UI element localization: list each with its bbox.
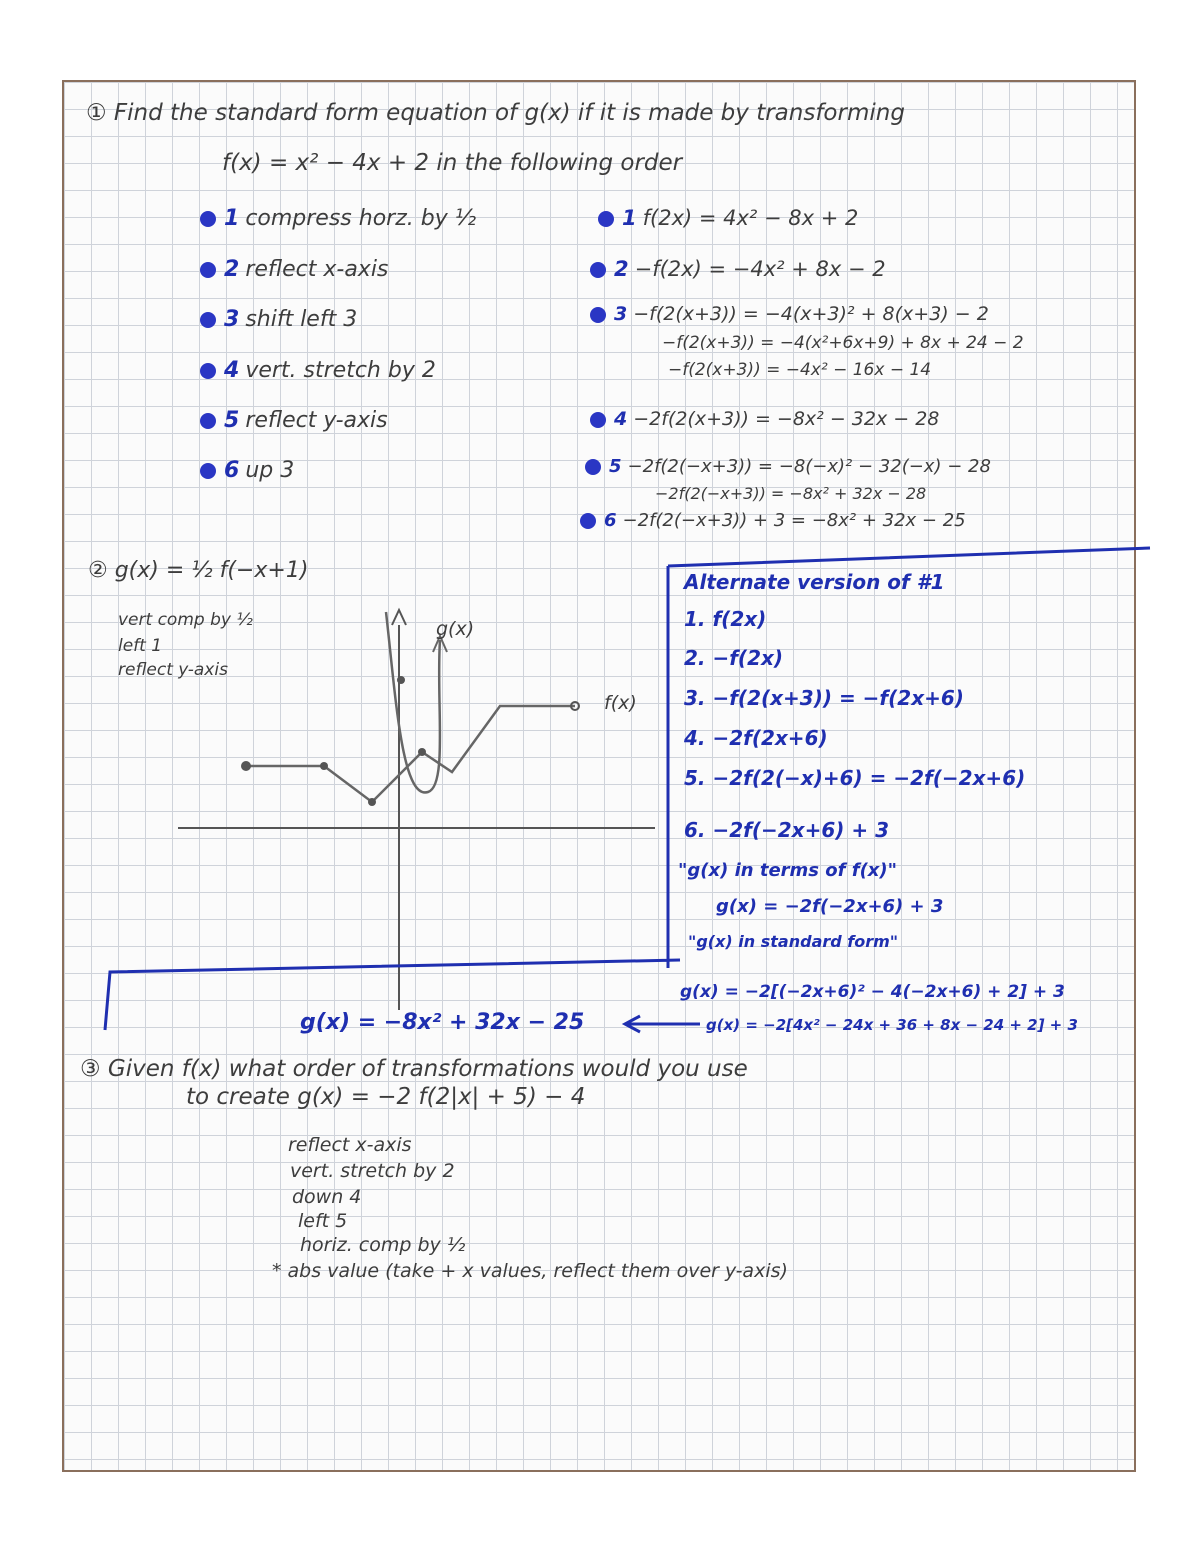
step-number: 2 — [224, 257, 240, 282]
alternate-line: 3. −f(2(x+3)) = −f(2x+6) — [684, 686, 964, 710]
work-number: 5 — [609, 456, 622, 477]
alternate-line: 5. −2f(2(−x)+6) = −2f(−2x+6) — [684, 766, 1026, 790]
problem2-note: left 1 — [118, 636, 163, 656]
answer-line: vert. stretch by 2 — [290, 1160, 455, 1182]
problem2-note: reflect y-axis — [118, 660, 228, 680]
alternate-title: Alternate version of #1 — [684, 570, 945, 594]
step-number: 3 — [224, 307, 240, 332]
f-point — [320, 762, 328, 770]
f-point — [368, 798, 376, 806]
g-point — [397, 676, 405, 684]
alternate-final-answer: g(x) = −8x² + 32x − 25 — [300, 1010, 585, 1035]
graph-label-f: f(x) — [604, 692, 637, 714]
answer-line: left 5 — [298, 1210, 348, 1232]
work-number: 1 — [622, 206, 637, 230]
problem2-header: ② g(x) = ½ f(−x+1) — [88, 558, 309, 583]
alternate-line: "g(x) in terms of f(x)" — [678, 860, 898, 881]
work-number: 2 — [614, 257, 629, 281]
y-axis-arrow-icon — [392, 610, 406, 625]
alternate-line: 2. −f(2x) — [684, 646, 784, 670]
problem3-line1: ③ Given f(x) what order of transformations would you use — [80, 1056, 748, 1082]
work-text: −2f(2(−x+3)) = −8(−x)² − 32(−x) − 28 — [627, 456, 991, 477]
work-text: f(2x) = 4x² − 8x + 2 — [642, 206, 859, 230]
answer-line: * abs value (take + x values, reflect them over y-axis) — [272, 1260, 788, 1282]
f-point — [241, 761, 251, 771]
answer-line: down 4 — [292, 1186, 362, 1208]
step-text: up 3 — [245, 458, 295, 483]
alternate-line: "g(x) in standard form" — [688, 932, 899, 951]
step-text: reflect x-axis — [245, 257, 389, 282]
work-number: 3 — [614, 303, 628, 325]
work-text: −f(2(x+3)) = −4(x²+6x+9) + 8x + 24 − 2 — [662, 333, 1024, 353]
alternate-line: g(x) = −2[(−2x+6)² − 4(−2x+6) + 2] + 3 — [680, 982, 1065, 1002]
graph-label-g: g(x) — [436, 618, 475, 640]
alternate-line: 6. −2f(−2x+6) + 3 — [684, 818, 889, 842]
step-number: 4 — [224, 358, 240, 383]
work-text: −2f(2(−x+3)) = −8x² + 32x − 28 — [655, 484, 927, 503]
g-curve — [386, 612, 440, 792]
step-text: reflect y-axis — [245, 408, 388, 433]
step-text: compress horz. by ½ — [245, 206, 477, 231]
alternate-line: g(x) = −2f(−2x+6) + 3 — [716, 896, 944, 917]
alternate-line: g(x) = −2[4x² − 24x + 36 + 8x − 24 + 2] + 3 — [706, 1016, 1078, 1034]
step-text: shift left 3 — [245, 307, 358, 332]
work-text: −f(2x) = −4x² + 8x − 2 — [634, 257, 886, 281]
work-text: −2f(2(x+3)) = −8x² − 32x − 28 — [633, 408, 940, 430]
step-text: vert. stretch by 2 — [245, 358, 436, 383]
work-number: 6 — [604, 510, 617, 531]
alternate-line: 4. −2f(2x+6) — [684, 726, 828, 750]
step-number: 1 — [224, 206, 240, 231]
problem3-line2: to create g(x) = −2 f(2|x| + 5) − 4 — [186, 1084, 586, 1110]
work-text: −f(2(x+3)) = −4(x+3)² + 8(x+3) − 2 — [633, 303, 989, 325]
f-curve — [246, 706, 575, 802]
step-number: 6 — [224, 458, 240, 483]
f-point — [418, 748, 426, 756]
problem1-header-line1: ① Find the standard form equation of g(x) if it is made by transforming — [86, 100, 905, 126]
answer-line: reflect x-axis — [288, 1134, 412, 1156]
step-number: 5 — [224, 408, 240, 433]
answer-line: horiz. comp by ½ — [300, 1234, 466, 1256]
work-text: −2f(2(−x+3)) + 3 = −8x² + 32x − 25 — [622, 510, 966, 531]
problem1-header-line2: f(x) = x² − 4x + 2 in the following order — [222, 150, 683, 176]
problem2-note: vert comp by ½ — [118, 610, 253, 630]
alternate-line: 1. f(2x) — [684, 607, 767, 631]
work-text: −f(2(x+3)) = −4x² − 16x − 14 — [668, 360, 932, 380]
work-number: 4 — [614, 408, 628, 430]
